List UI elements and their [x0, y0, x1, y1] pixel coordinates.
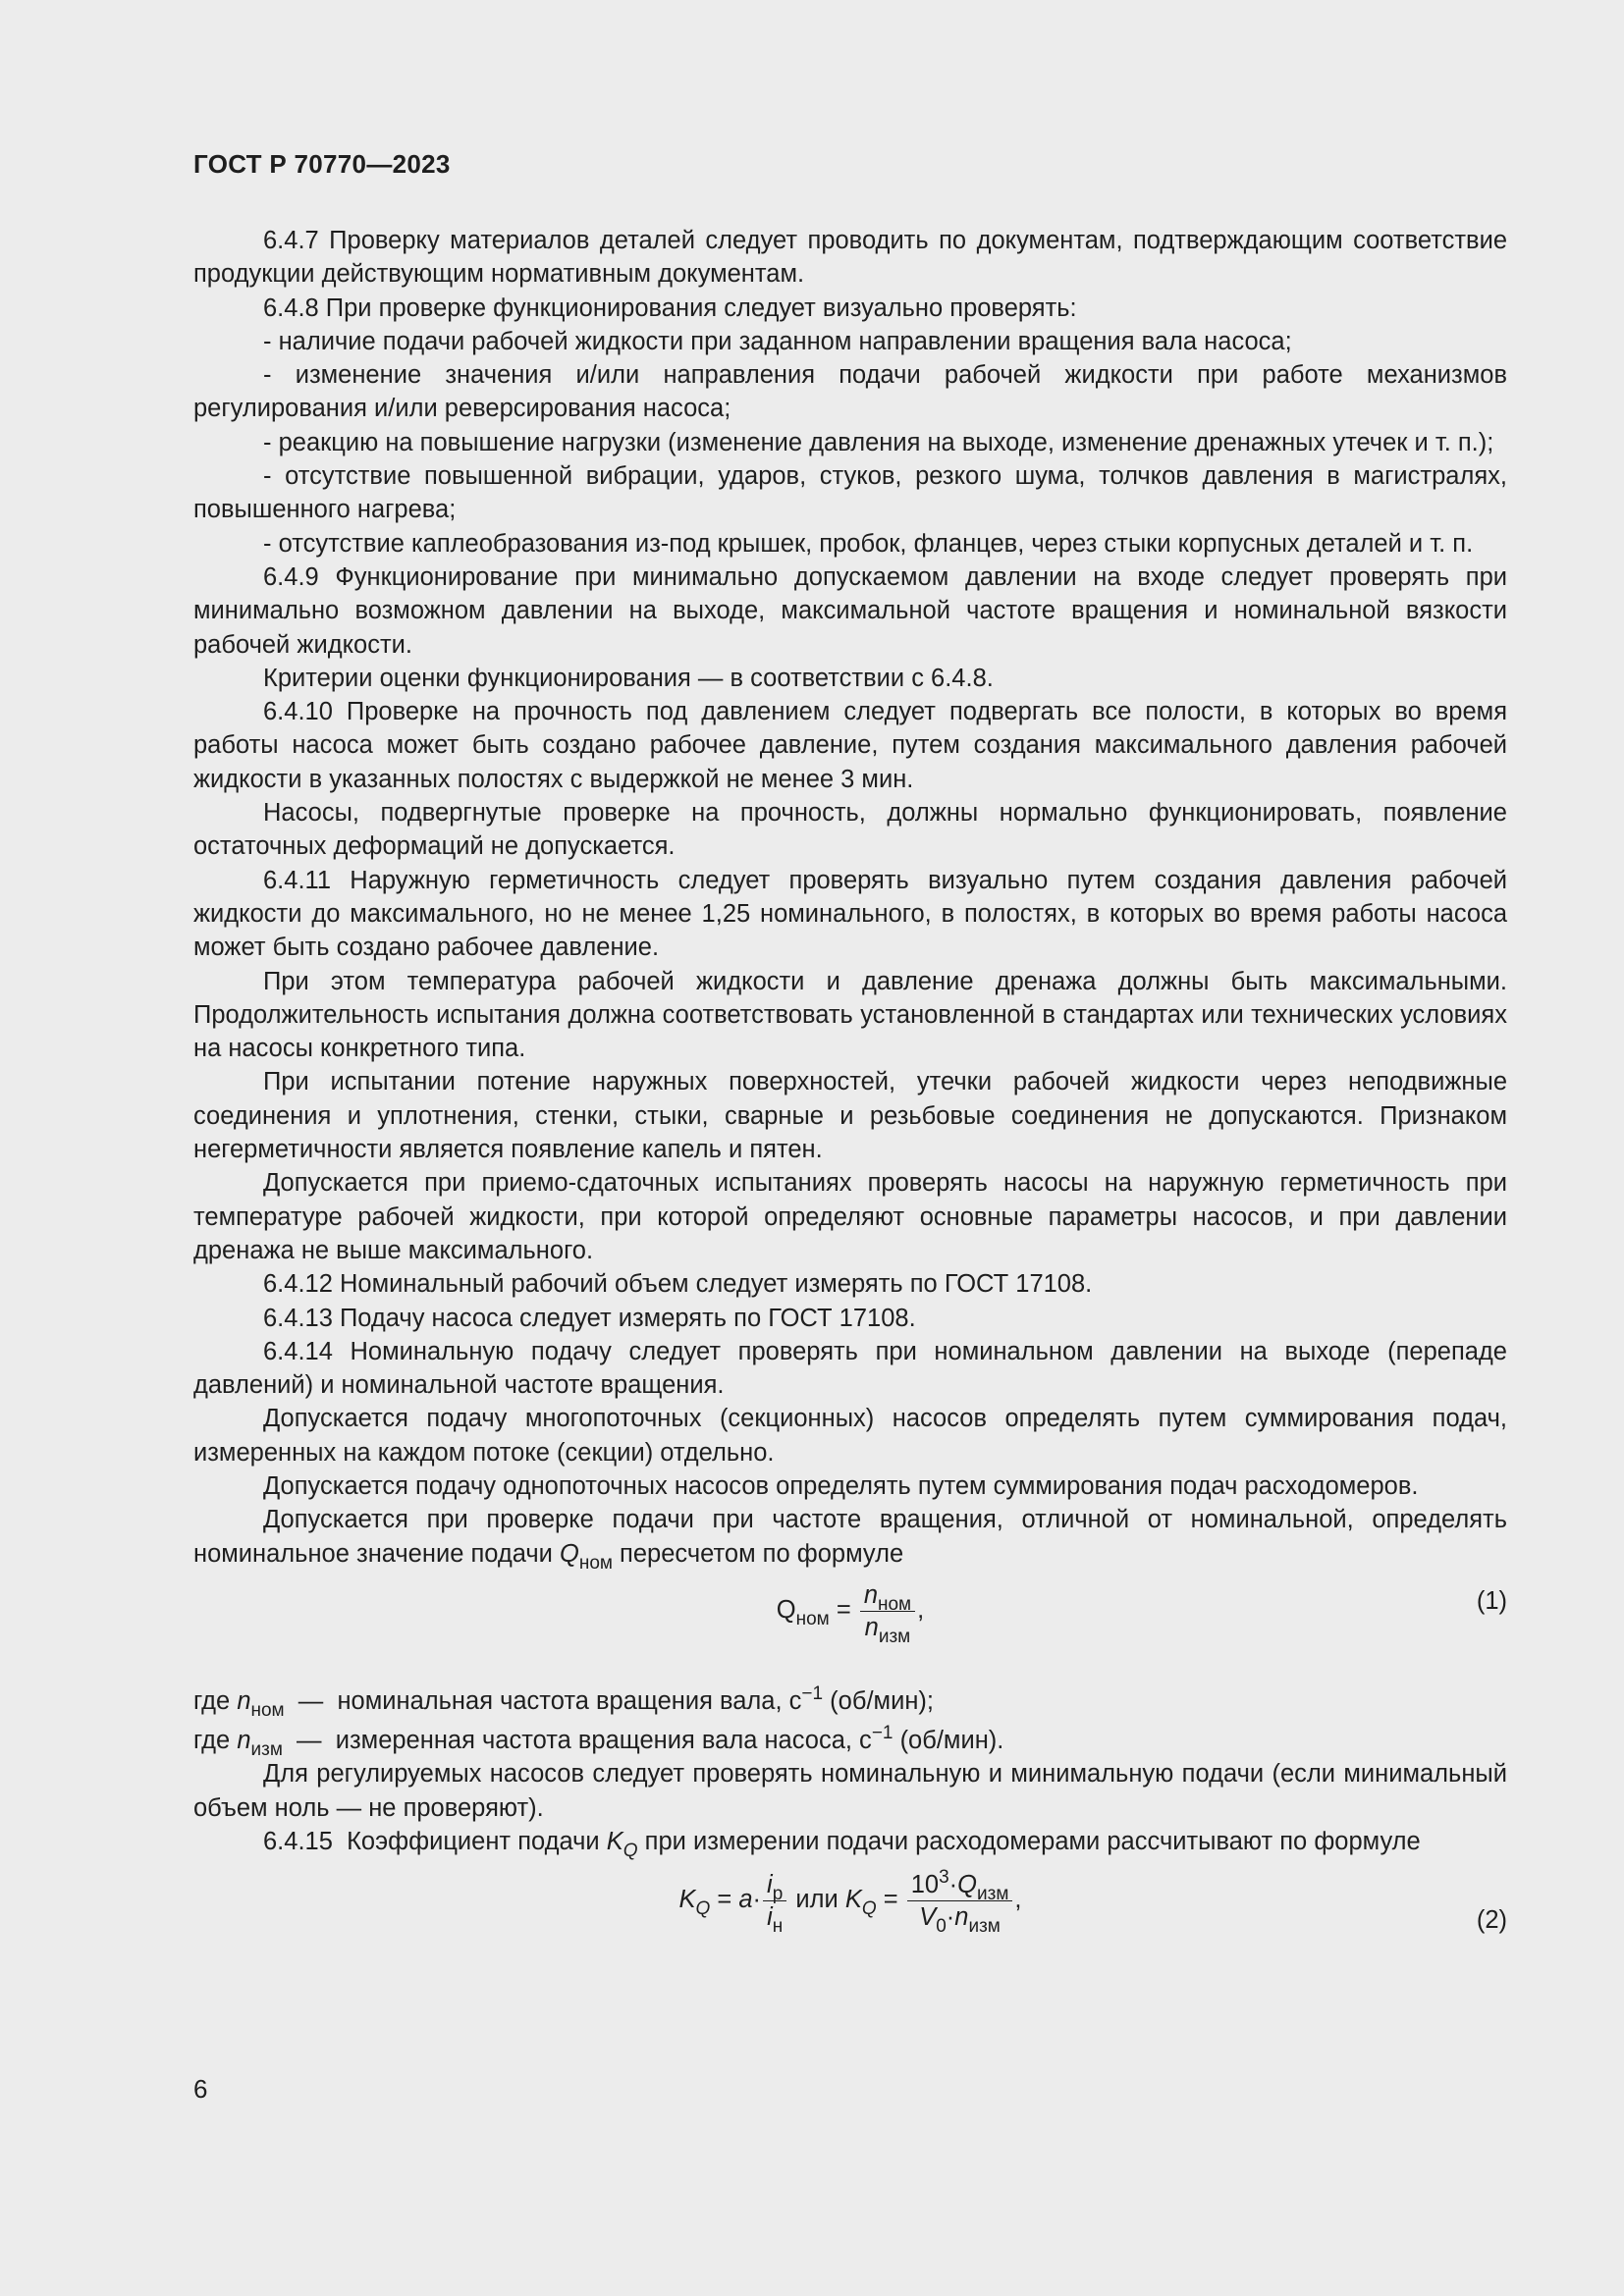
paragraph: Допускается при приемо-сдаточных испытаниях проверять насосы на наружную герметичность при температуре рабочей жидкости, при которой определяют основные параметры насосов, и при давлении дренажа не выше максимального.	[193, 1169, 1507, 1264]
symbol: i	[767, 1903, 773, 1932]
subscript: Q	[623, 1841, 638, 1862]
formula-2-expression	[193, 1867, 1507, 1938]
subscript: изм	[250, 1739, 283, 1761]
symbol: K	[678, 1886, 696, 1914]
formula-2	[193, 1867, 1507, 1960]
symbol: Q	[776, 1596, 796, 1625]
superscript: −1	[871, 1723, 893, 1744]
equation-number: (1)	[1476, 1586, 1507, 1615]
fraction	[860, 1580, 915, 1647]
paragraph: Допускается подачу однопоточных насосов определять путем суммирования подач расходомеров.	[263, 1471, 1419, 1500]
where-text: — измеренная частота вращения вала насоса, с	[282, 1727, 872, 1755]
paragraph-6-4-11: 6.4.11 Наружную герметичность следует проверять визуально путем создания давления рабочей жидкости до максимального, но не менее 1,25 номинального, в полостях, в которых во время работы насоса может быть создано рабочее давление.	[193, 866, 1507, 962]
where-text: (об/мин);	[823, 1686, 934, 1715]
operator: ·	[948, 1871, 958, 1899]
subscript: ном	[795, 1609, 830, 1630]
paragraph-text: Допускается при проверке подачи при частоте вращения, отличной от номинальной, определять номинальное значение подачи	[193, 1506, 1507, 1568]
number: 10	[910, 1871, 940, 1899]
subscript: изм	[878, 1626, 911, 1647]
where-text: — номинальная частота вращения вала, с	[284, 1686, 802, 1715]
paragraph-6-4-7: 6.4.7 Проверку материалов деталей следует проводить по документам, подтверждающим соответствие продукции действующим нормативным документам.	[193, 227, 1507, 289]
superscript: −1	[801, 1682, 824, 1704]
symbol: n	[237, 1686, 251, 1715]
subscript: ном	[878, 1593, 912, 1615]
list-item: - отсутствие повышенной вибрации, ударов, стуков, резкого шума, толчков давления в магистралях, повышенного нагрева;	[193, 462, 1507, 524]
punctuation: ,	[917, 1596, 925, 1625]
list-item: - наличие подачи рабочей жидкости при заданном направлении вращения вала насоса;	[263, 327, 1292, 355]
subscript: ном	[578, 1552, 613, 1574]
equation-number: (2)	[1476, 1906, 1507, 1935]
equals-sign: =	[829, 1596, 858, 1625]
paragraph-6-4-13: 6.4.13 Подачу насоса следует измерять по ГОСТ 17108.	[263, 1304, 916, 1332]
document-body	[193, 224, 1507, 1960]
fraction	[907, 1867, 1013, 1938]
paragraph-6-4-14: 6.4.14 Номинальную подачу следует проверять при номинальном давлении на выходе (перепаде давлений) и номинальной частоте вращения.	[193, 1337, 1507, 1400]
paragraph: Для регулируемых насосов следует проверять номинальную и минимальную подачи (если минимальный объем ноль — не проверяют).	[193, 1760, 1507, 1822]
equals-sign: =	[710, 1886, 739, 1914]
paragraph: При испытании потение наружных поверхностей, утечки рабочей жидкости через неподвижные соединения и уплотнения, стенки, стыки, сварные и резьбовые соединения не допускаются. Признаком негерметичности является появление капель и пятен.	[193, 1068, 1507, 1164]
symbol: Q	[560, 1539, 579, 1568]
where-clause	[193, 1682, 1507, 1721]
symbol: V	[919, 1903, 937, 1932]
paragraph-text: пересчетом по формуле	[612, 1539, 904, 1568]
symbol: K	[844, 1886, 862, 1914]
symbol: a	[738, 1886, 753, 1914]
paragraph-6-4-8: 6.4.8 При проверке функционирования следует визуально проверять:	[263, 294, 1077, 322]
list-item: - реакцию на повышение нагрузки (изменение давления на выходе, изменение дренажных утечек и т. п.);	[263, 428, 1494, 456]
subscript: изм	[977, 1884, 1009, 1905]
numerator	[763, 1870, 786, 1905]
symbol: K	[606, 1828, 623, 1856]
subscript: ном	[250, 1699, 285, 1721]
subscript: Q	[861, 1898, 877, 1920]
paragraph: Насосы, подвергнутые проверке на прочность, должны нормально функционировать, появление остаточных деформаций не допускается.	[193, 799, 1507, 861]
paragraph-6-4-10: 6.4.10 Проверке на прочность под давлением следует подвергать все полости, в которых во время работы насоса может быть создано рабочее давление, путем создания максимального давления рабочей жидкости в указанных полостях с выдержкой не менее 3 мин.	[193, 698, 1507, 793]
list-item: - изменение значения и/или направления подачи рабочей жидкости при работе механизмов регулирования и/или реверсирования насоса;	[193, 361, 1507, 423]
formula-1-expression	[193, 1580, 1507, 1647]
symbol: n	[864, 1613, 879, 1641]
equals-sign: =	[876, 1886, 905, 1914]
superscript: 3	[939, 1867, 949, 1889]
numerator	[860, 1580, 915, 1615]
document-header: ГОСТ Р 70770—2023	[193, 149, 451, 179]
punctuation: ,	[1014, 1886, 1022, 1914]
paragraph-6-4-12: 6.4.12 Номинальный рабочий объем следует измерять по ГОСТ 17108.	[263, 1270, 1093, 1299]
paragraph-text: при измерении подачи расходомерами рассчитывают по формуле	[637, 1828, 1421, 1856]
denominator	[907, 1901, 1013, 1938]
symbol: n	[237, 1727, 251, 1755]
where-clause	[193, 1723, 1507, 1761]
operator: ·	[946, 1903, 955, 1932]
where-text: где	[193, 1686, 238, 1715]
list-item: - отсутствие каплеобразования из-под крышек, пробок, фланцев, через стыки корпусных деталей и т. п.	[263, 529, 1474, 558]
paragraph-text: 6.4.15 Коэффициент подачи	[263, 1828, 607, 1856]
where-text: где	[193, 1727, 238, 1755]
numerator	[907, 1867, 1013, 1905]
symbol: Q	[957, 1871, 977, 1899]
paragraph: Критерии оценки функционирования — в соответствии с 6.4.8.	[263, 664, 994, 692]
operator: ·	[752, 1886, 762, 1914]
paragraph: Допускается подачу многопоточных (секционных) насосов определять путем суммирования подач, измеренных на каждом потоке (секции) отдельно.	[193, 1405, 1507, 1467]
subscript: изм	[968, 1916, 1001, 1938]
conjunction: или	[788, 1886, 845, 1914]
formula-1	[193, 1580, 1507, 1679]
paragraph-6-4-9: 6.4.9 Функционирование при минимально допускаемом давлении на входе следует проверять при минимально возможном давлении на выходе, максимальной частоте вращения и номинальной вязкости рабочей жидкости.	[193, 562, 1507, 659]
paragraph: При этом температура рабочей жидкости и давление дренажа должны быть максимальными. Продолжительность испытания должна соответствовать установленной в стандартах или технических условиях на насосы конкретного типа.	[193, 967, 1507, 1063]
symbol: n	[863, 1580, 878, 1609]
fraction	[763, 1870, 786, 1938]
subscript: Q	[695, 1898, 711, 1920]
denominator	[860, 1612, 915, 1647]
where-text: (об/мин).	[893, 1727, 1004, 1755]
symbol: n	[954, 1903, 969, 1932]
denominator	[763, 1901, 786, 1938]
paragraph-6-4-15	[193, 1825, 1507, 1862]
subscript: н	[772, 1916, 784, 1938]
subscript: р	[772, 1884, 784, 1905]
paragraph	[193, 1503, 1507, 1574]
symbol: i	[767, 1871, 773, 1899]
page-number: 6	[193, 2074, 208, 2104]
subscript: 0	[936, 1916, 947, 1938]
